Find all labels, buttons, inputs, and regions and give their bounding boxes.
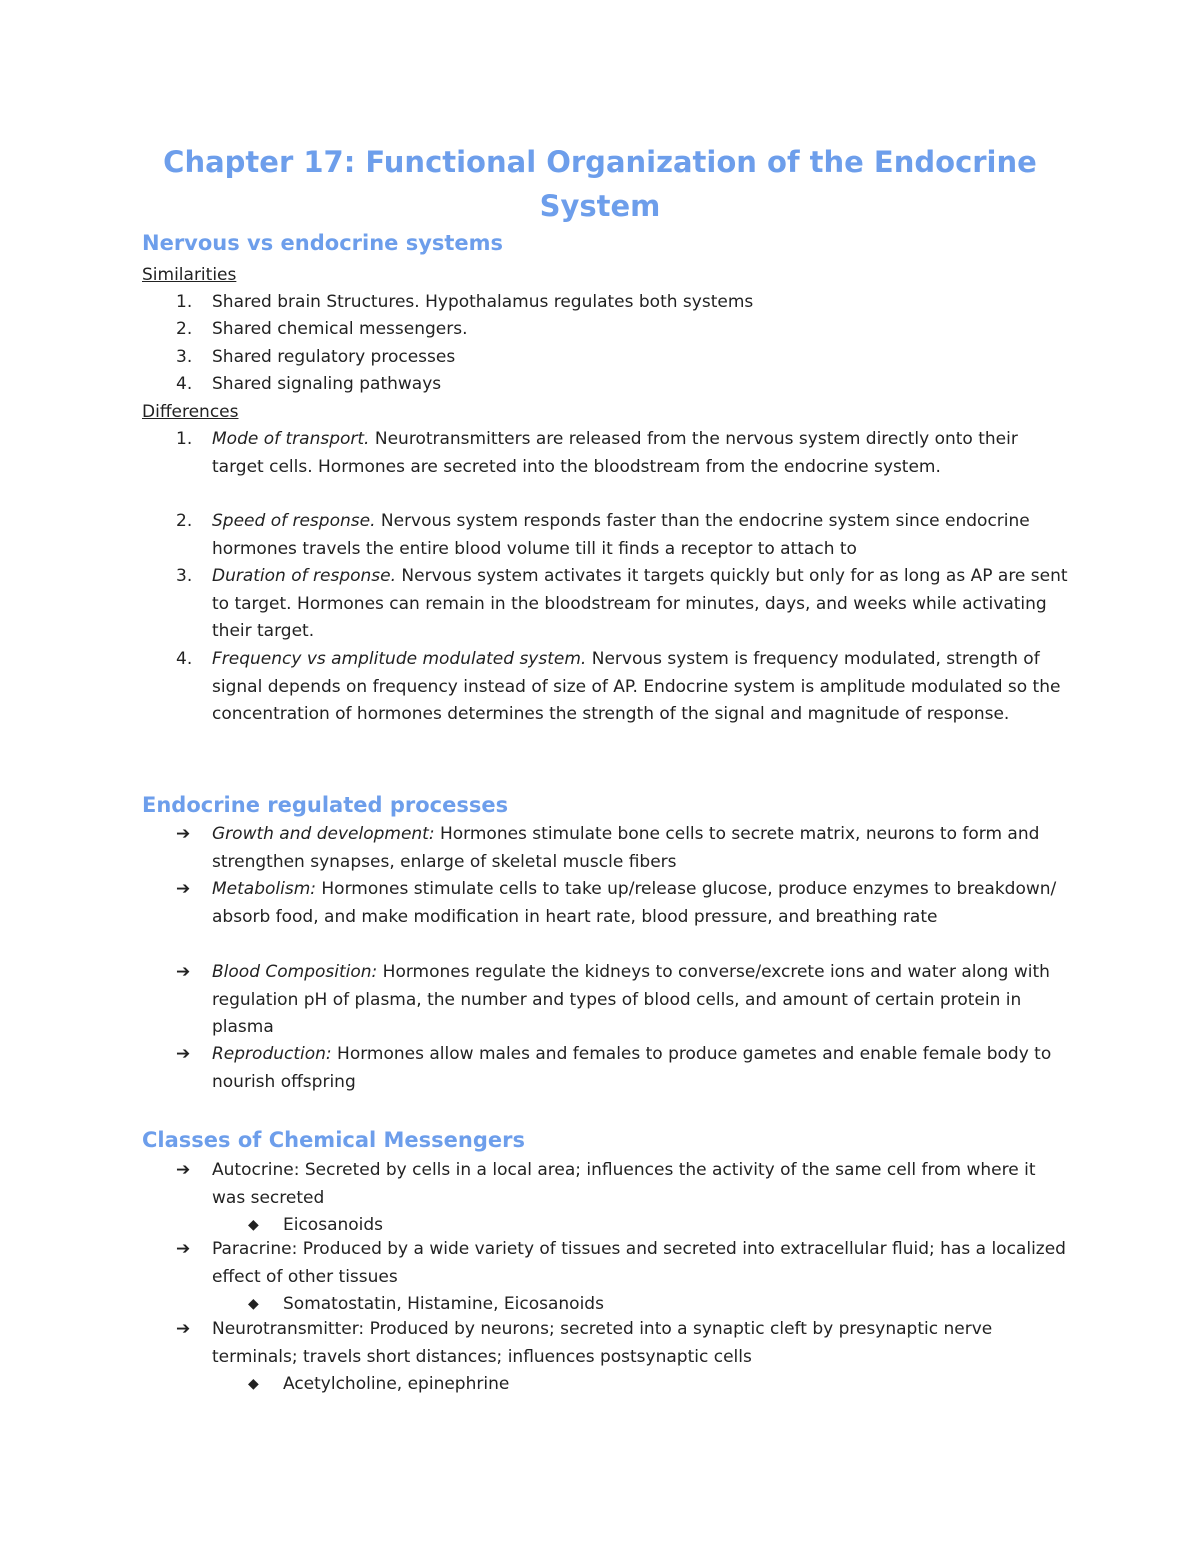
- diamond-bullet-icon: ◆: [248, 1376, 259, 1392]
- diamond-bullet-icon: ◆: [248, 1217, 259, 1233]
- section-heading-chemical-messengers: Classes of Chemical Messengers: [142, 1128, 525, 1152]
- diamond-bullet-icon: ◆: [248, 1296, 259, 1312]
- page-title: Chapter 17: Functional Organization of the Endocrine System: [163, 145, 1037, 223]
- similarities-label: Similarities: [142, 265, 237, 285]
- document-page: Chapter 17: Functional Organization of the Endocrine System Nervous vs endocrine systems Similarities 1. Shared brain Structures. Hypothalamus regulates both systems 2. Shared chemical messengers. 3. Shared regulatory processes 4. Shared signaling pathways Differences 1. Mode of transport. Neurotransmitters are released from the nervous system directly onto their target cells. Hormones are secreted into the bloodstream from the endocrine system. 2. Speed of response. Nervous system responds faster than the endocrine system since endocrine hormones travels the entire blood volume till it finds a receptor to attach to 3. Duration of response. Nervous system activates it targets quickly but only for as long as AP are sent to target. Hormones can remain in the bloodstream for minutes, days, and weeks while activating their target. 4. Frequency vs amplitude modulated system. Nervous system is frequency modulated, strength of signal depends on frequency instead of size of AP. Endocrine system is amplitude modulated so the concentration of hormones determines the strength of the signal and magnitude of response. Endocrine regulated processes ➔ Growth and development: Hormones stimulate bone cells to secrete matrix, neurons to form and strengthen synapses, enlarge of skeletal muscle fibers ➔ Metabolism: Hormones stimulate cells to take up/release glucose, produce enzymes to breakdown/ absorb food, and make modification in heart rate, blood pressure, and breathing rate ➔ Blood Composition: Hormones regulate the kidneys to converse/excrete ions and water along with regulation pH of plasma, the number and types of blood cells, and amount of certain protein in plasma ➔ Reproduction: Hormones allow males and females to produce gametes and enable female body to nourish offspring Classes of Chemical Messengers ➔ Autocrine: Secreted by cells in a local area; influences the activity of the same cell from where it was secreted ◆ Eicosanoids ➔ Paracrine: Produced by a wide variety of tissues and secreted into extracellular fluid; has a localized effect of other tissues ◆ Somatostatin, Histamine, Eicosanoids ➔ Neurotransmitter: Produced by neurons; secreted into a synaptic cleft by presynaptic nerve terminals; travels short distances; influences postsynaptic cells ◆ Acetylcholine, epinephrine: [0, 0, 1200, 1553]
- arrow-bullet-icon: ➔: [176, 1044, 191, 1064]
- differences-label: Differences: [142, 402, 239, 422]
- arrow-bullet-icon: ➔: [176, 1319, 191, 1339]
- arrow-bullet-icon: ➔: [176, 879, 191, 899]
- section-heading-nervous-vs-endocrine: Nervous vs endocrine systems: [142, 231, 504, 255]
- section-heading-endocrine-processes: Endocrine regulated processes: [142, 793, 509, 817]
- arrow-bullet-icon: ➔: [176, 962, 191, 982]
- arrow-bullet-icon: ➔: [176, 824, 191, 844]
- arrow-bullet-icon: ➔: [176, 1239, 191, 1259]
- arrow-bullet-icon: ➔: [176, 1160, 191, 1180]
